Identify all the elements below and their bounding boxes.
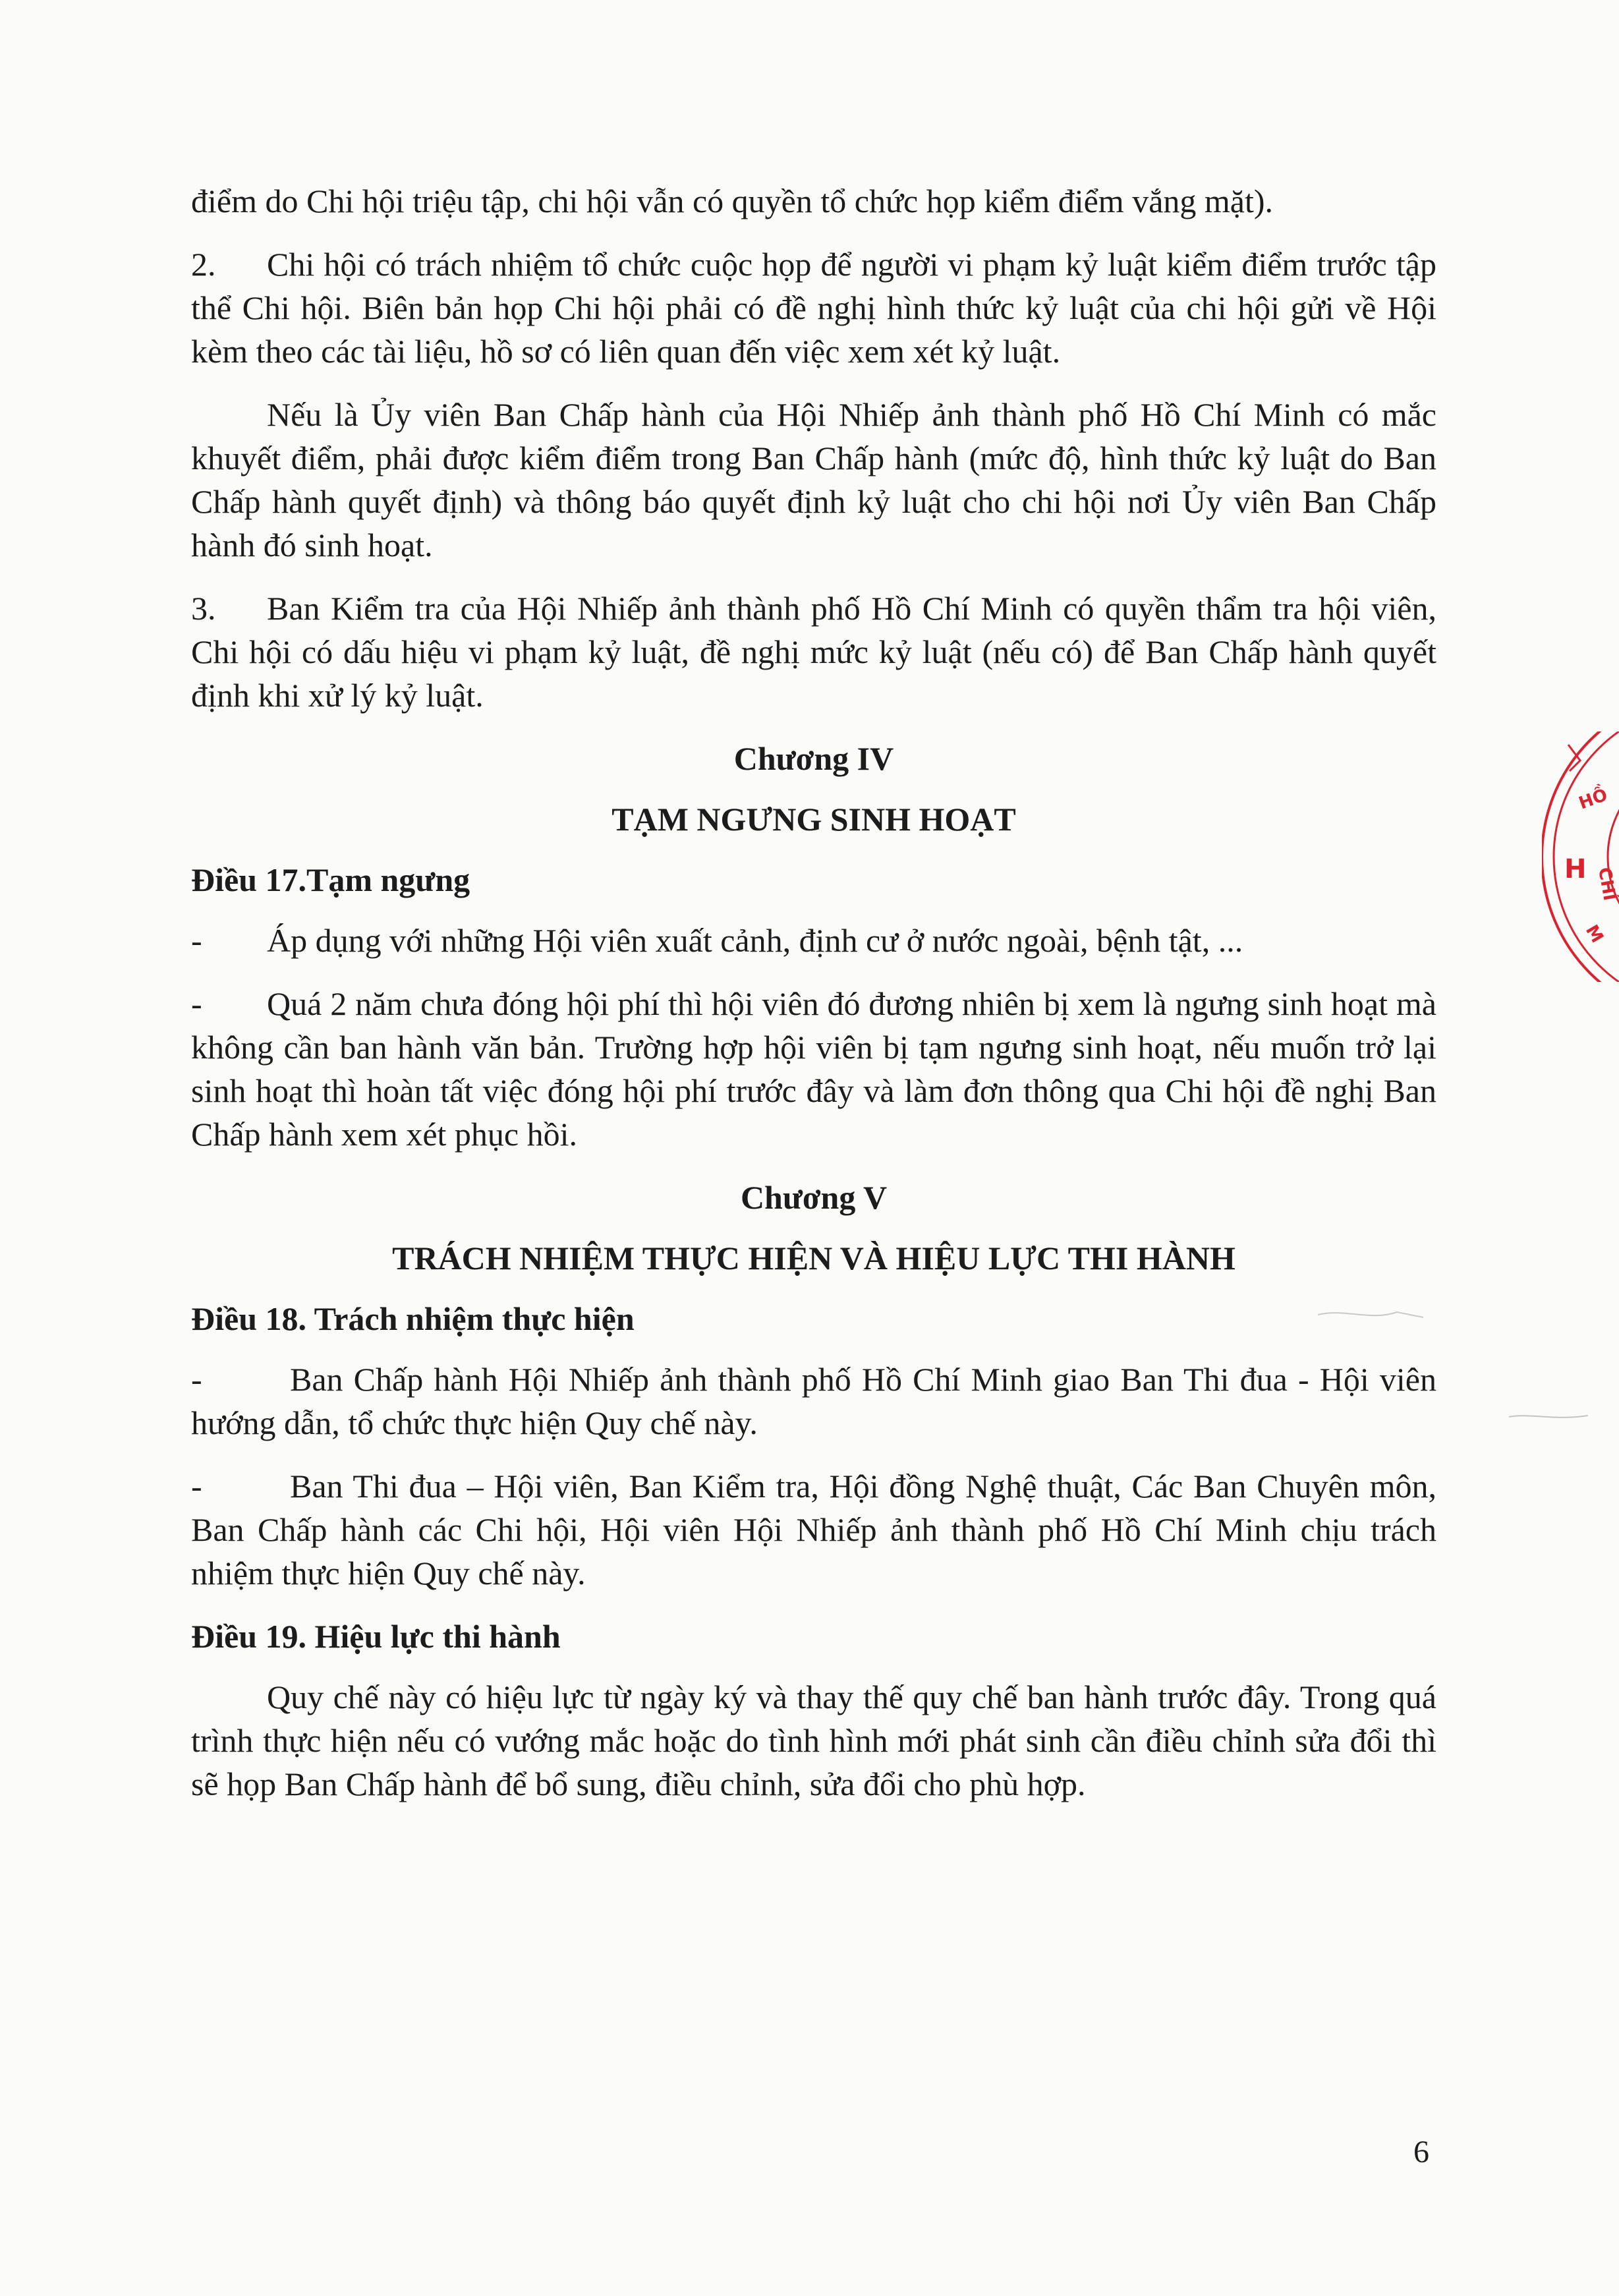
article-heading: Điều 18. Trách nhiệm thực hiện — [191, 1300, 635, 1337]
svg-text:M: M — [1581, 921, 1607, 946]
article-text: Quy chế này có hiệu lực từ ngày ký và thay thế quy chế ban hành trước đây. Trong quá trình thực hiện nếu có vướng mắc hoặc do tình hình mới phát sinh cần điều chỉnh sửa đổi thì sẽ họp Ban Chấp hành để bổ sung, điều chỉnh, sửa đổi cho phù hợp. — [191, 1679, 1436, 1802]
scan-speck-icon — [1318, 1295, 1423, 1335]
paragraph-item-2 — [191, 243, 1436, 373]
bullet-text: Áp dụng với những Hội viên xuất cảnh, định cư ở nước ngoài, bệnh tật, ... — [267, 922, 1243, 959]
paragraph-committee-member: Nếu là Ủy viên Ban Chấp hành của Hội Nhiếp ảnh thành phố Hồ Chí Minh có mắc khuyết điểm, phải được kiểm điểm trong Ban Chấp hành (mức độ, hình thức kỷ luật do Ban Chấp hành quyết định) và thông báo quyết định kỷ luật cho chi hội nơi Ủy viên Ban Chấp hành đó sinh hoạt. — [191, 396, 1436, 563]
svg-text:H: H — [1564, 854, 1587, 884]
chapter-label: Chương IV — [733, 740, 894, 777]
item-text: Chi hội có trách nhiệm tổ chức cuộc họp để người vi phạm kỷ luật kiểm điểm trước tập thể Chi hội. Biên bản họp Chi hội phải có đề nghị hình thức kỷ luật của chi hội gửi về Hội kèm theo các tài liệu, hồ sơ có liên quan đến việc xem xét kỷ luật. — [191, 246, 1436, 370]
scan-speck-icon — [1509, 1404, 1588, 1430]
bullet-text: Quá 2 năm chưa đóng hội phí thì hội viên đó đương nhiên bị xem là ngưng sinh hoạt mà không cần ban hành văn bản. Trường hợp hội viên bị tạm ngưng sinh hoạt, nếu muốn trở lại sinh hoạt thì hoàn tất việc đóng hội phí trước đây và làm đơn thông qua Chi hội đề nghị Ban Chấp hành xem xét phục hồi. — [191, 985, 1436, 1153]
chapter-title: TẠM NGƯNG SINH HOẠT — [611, 801, 1016, 838]
article-heading: Điều 17.Tạm ngưng — [191, 861, 470, 898]
item-number: 2. — [191, 246, 216, 283]
bullet-mark: - — [191, 1468, 202, 1505]
paragraph-continuation: điểm do Chi hội triệu tập, chi hội vẫn có quyền tổ chức họp kiểm điểm vắng mặt). — [191, 183, 1274, 219]
bullet-mark: - — [191, 985, 202, 1022]
bullet-item — [191, 982, 1436, 1156]
chapter-label: Chương V — [740, 1179, 888, 1216]
document-body — [191, 179, 1436, 1825]
seal-stamp-icon — [1542, 732, 1619, 982]
svg-text:HỒ: HỒ — [1576, 785, 1610, 814]
paragraph-item-3 — [191, 587, 1436, 717]
bullet-text: Ban Thi đua – Hội viên, Ban Kiểm tra, Hội đồng Nghệ thuật, Các Ban Chuyên môn, Ban Chấp hành các Chi hội, Hội viên Hội Nhiếp ảnh thành phố Hồ Chí Minh chịu trách nhiệm thực hiện Quy chế này. — [191, 1468, 1436, 1592]
bullet-mark: - — [191, 922, 202, 959]
bullet-mark: - — [191, 1361, 202, 1398]
svg-text:CHÍ: CHÍ — [1594, 866, 1619, 902]
bullet-item — [191, 1464, 1436, 1595]
bullet-text: Ban Chấp hành Hội Nhiếp ảnh thành phố Hồ Chí Minh giao Ban Thi đua - Hội viên hướng dẫn, tổ chức thực hiện Quy chế này. — [191, 1361, 1436, 1441]
bullet-item — [191, 919, 1436, 962]
page-number: 6 — [1413, 2135, 1429, 2169]
item-text: Ban Kiểm tra của Hội Nhiếp ảnh thành phố Hồ Chí Minh có quyền thẩm tra hội viên, Chi hội có dấu hiệu vi phạm kỷ luật, đề nghị mức kỷ luật (nếu có) để Ban Chấp hành quyết định khi xử lý kỷ luật. — [191, 590, 1436, 714]
item-number: 3. — [191, 590, 216, 627]
chapter-title: TRÁCH NHIỆM THỰC HIỆN VÀ HIỆU LỰC THI HÀNH — [392, 1240, 1236, 1277]
bullet-item — [191, 1358, 1436, 1445]
article-heading: Điều 19. Hiệu lực thi hành — [191, 1618, 561, 1655]
